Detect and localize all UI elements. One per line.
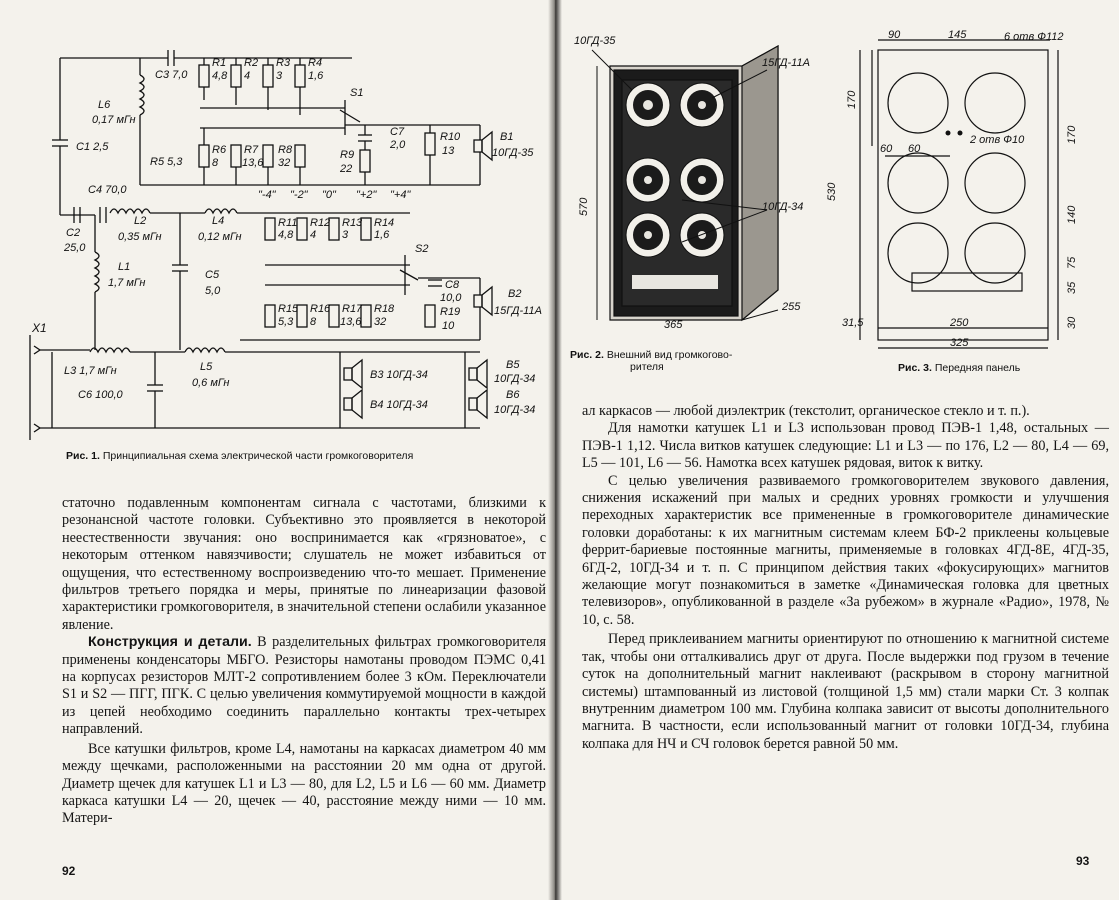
label-l3: L3 1,7 мГн — [64, 365, 117, 377]
label-l4: L4 — [212, 215, 225, 227]
left-paragraph-2 — [62, 634, 546, 738]
right-paragraph-1: ал каркасов — любой диэлектрик (текстолит, органическое стекло и т. п.). — [582, 403, 1030, 419]
label-c4: C4 70,0 — [88, 184, 127, 196]
label-r19-value: 10 — [442, 320, 455, 332]
fig3-dim-right-75: 75 — [1066, 256, 1078, 269]
label-l1-value: 1,7 мГн — [108, 277, 146, 289]
figure-3-caption-text: Передняя панель — [934, 362, 1021, 374]
figure-3-front-panel-drawing — [820, 28, 1119, 358]
figure-3-caption-prefix: Рис. 3. — [898, 362, 932, 374]
fig3-dim-right-170: 170 — [1066, 125, 1078, 144]
label-r4: R4 — [308, 57, 323, 69]
label-b2-value: 15ГД-11А — [494, 305, 542, 317]
label-r9-value: 22 — [340, 163, 353, 175]
label-b3: B3 10ГД-34 — [370, 369, 428, 381]
fig3-dim-right-30: 30 — [1066, 316, 1078, 329]
label-b5: B5 — [506, 359, 520, 371]
label-l6: L6 — [98, 99, 111, 111]
switch-position-plus4: "+4" — [390, 189, 411, 201]
fig3-dim-holes: 6 отв Ф112 — [1004, 31, 1064, 43]
label-r16: R16 — [310, 303, 331, 315]
label-r6: R6 — [212, 144, 227, 156]
label-r18: R18 — [374, 303, 395, 315]
label-c5: C5 — [205, 269, 220, 281]
label-r3-value: 3 — [276, 70, 283, 82]
label-b1-value: 10ГД-35 — [492, 147, 534, 159]
label-r17: R17 — [342, 303, 363, 315]
label-b2: B2 — [508, 288, 522, 300]
label-c8-value: 10,0 — [440, 292, 462, 304]
figure-2-caption — [570, 349, 732, 373]
left-page — [0, 0, 552, 900]
left-paragraph-2-text: В разделительных фильтрах громкоговорителя применены конденсаторы МБГО. Резисторы намотаны проводом ПЭМС 0,41 на корпусах резисторов МЛТ-2 сопротивлением более 3 кОм. Переключатели S1 и S2 — ПГГ, ПГК. С целью увеличения коммутируемой мощности в каждой из цепей необходимо соединить параллельно контакты трех-четырех направлений. — [62, 634, 546, 738]
label-r4-value: 1,6 — [308, 70, 324, 82]
figure-1-caption — [66, 450, 413, 462]
right-paragraph-2: Для намотки катушек L1 и L3 использован провод ПЭВ-1 1,48, остальных — ПЭВ-1 1,12. Числа витков катушек следующие: L1 и L3 — по 176, L2 — 80, L4 — 69, L5 — 101, L6 — 56. Намотка всех катушек рядовая, виток к витку. — [582, 420, 1109, 472]
label-b6: B6 — [506, 389, 520, 401]
label-c8: C8 — [445, 279, 460, 291]
fig3-dim-bottom-315: 31,5 — [842, 317, 864, 329]
label-c2: C2 — [66, 227, 81, 239]
right-page — [562, 0, 1119, 900]
label-r17-value: 13,6 — [340, 316, 362, 328]
label-r9: R9 — [340, 149, 355, 161]
label-r8: R8 — [278, 144, 293, 156]
switch-position-minus2: "-2" — [290, 189, 308, 201]
label-r12: R12 — [310, 217, 331, 229]
right-paragraph-3: С целью увеличения развиваемого громкоговорителем звукового давления, снижения искажений при малых и средних уровнях громкости и улучшения переходных характеристик все примененные в громкоговорителе динамические головки доработаны: к их магнитным системам клеем БФ-2 приклеены кольцевые феррит-бариевые постоянные магниты, применяемые в головках 4ГД-8Е, 4ГД-35, 6ГД-2, 10ГД-34 и т. п. С принципом действия таких «фокусирующих» магнитов желающие могут познакомиться в заметке «Динамическая головка для цветных телевизоров», опубликованной в разделе «За рубежом» в журнале «Радио», 1978, № 10, с. 58. — [582, 472, 1109, 628]
fig3-dim-right-140: 140 — [1066, 205, 1078, 224]
fig2-dim-depth: 255 — [782, 301, 801, 313]
figure-2-speaker-cabinet-drawing — [572, 30, 812, 330]
fig2-label-midrange: 15ГД-11А — [762, 57, 810, 69]
fig3-dim-right-35: 35 — [1066, 281, 1078, 294]
label-s2: S2 — [415, 243, 429, 255]
label-r8-value: 32 — [278, 157, 291, 169]
label-c3: C3 7,0 — [155, 69, 188, 81]
left-paragraph-1: статочно подавленным компонентам сигнала с частотами, близкими к резонансной частоте головки. Субъективно это проявляется в некоторой неестественности звучания: оно воспринимается как «грязноватое», с некоторым оттенком навязчивости; слушатель не может избавиться от ощущения, что естественному воспроизведению что-то мешает. Применение фильтров третьего порядка и меры, принятые по линеаризации фазовой характеристики громкоговорителя, в значительной степени ослабили указанное явление. — [62, 495, 546, 633]
label-b5-value: 10ГД-34 — [494, 373, 536, 385]
label-c6: C6 100,0 — [78, 389, 123, 401]
label-l2: L2 — [134, 215, 147, 227]
label-r10-value: 13 — [442, 145, 455, 157]
label-r13: R13 — [342, 217, 363, 229]
label-b1: B1 — [500, 131, 514, 143]
label-r10: R10 — [440, 131, 461, 143]
switch-position-plus2: "+2" — [356, 189, 377, 201]
label-r15-value: 5,3 — [278, 316, 294, 328]
label-l6-value: 0,17 мГн — [92, 114, 136, 126]
label-l4-value: 0,12 мГн — [198, 231, 242, 243]
label-r16-value: 8 — [310, 316, 317, 328]
fig3-dim-bottom-250: 250 — [950, 317, 969, 329]
page-number-left: 92 — [62, 864, 76, 878]
switch-position-zero: "0" — [322, 189, 336, 201]
fig2-dim-width: 365 — [664, 319, 683, 330]
label-r6-value: 8 — [212, 157, 219, 169]
right-body-text — [582, 403, 1109, 753]
label-l2-value: 0,35 мГн — [118, 231, 162, 243]
fig3-dim-left-170: 170 — [846, 90, 858, 109]
fig3-dim-top-left: 90 — [888, 29, 901, 41]
label-r11: R11 — [278, 217, 298, 229]
label-r1: R1 — [212, 57, 227, 69]
label-l5-value: 0,6 мГн — [192, 377, 230, 389]
label-x1: X1 — [32, 321, 47, 335]
fig2-label-woofer: 10ГД-34 — [762, 201, 804, 213]
label-c7-value: 2,0 — [390, 139, 406, 151]
label-r2-value: 4 — [244, 70, 251, 82]
label-r2: R2 — [244, 57, 259, 69]
label-l1: L1 — [118, 261, 131, 273]
fig3-dim-60a: 60 — [880, 143, 893, 155]
fig3-dim-bottom-325: 325 — [950, 337, 969, 349]
fig3-dim-60b: 60 — [908, 143, 921, 155]
label-r14-value: 1,6 — [374, 229, 390, 241]
label-s1: S1 — [350, 87, 364, 99]
label-r18-value: 32 — [374, 316, 387, 328]
fig2-label-tweeter: 10ГД-35 — [574, 35, 616, 47]
label-l5: L5 — [200, 361, 213, 373]
switch-position-minus4: "-4" — [258, 189, 276, 201]
label-b6-value: 10ГД-34 — [494, 404, 536, 416]
figure-1-circuit-schematic — [0, 0, 552, 445]
left-body-text — [62, 495, 546, 828]
label-r19: R19 — [440, 306, 461, 318]
label-r13-value: 3 — [342, 229, 349, 241]
page-number-right: 93 — [1076, 854, 1090, 868]
fig3-dim-top-mid: 145 — [948, 29, 967, 41]
figure-2-caption-prefix: Рис. 2. — [570, 349, 604, 361]
label-r7: R7 — [244, 144, 259, 156]
right-paragraph-4: Перед приклеиванием магниты ориентируют по отношению к магнитной системе так, чтобы они отталкивались друг от друга. После выдержки под грузом в течение суток на дополнительный магнит наклеивают (раскрывом в сторону магнитной системы) штампованный из листовой (толщиной 1,5 мм) стали марки Ст. 3 колпак внутренним диаметром 100 мм. Глубина колпака зависит от высоты дополнительного магнита. В частности, если использованный магнит от головки 10ГД-34, глубина колпака для НЧ и СЧ головок берется равной 50 мм. — [582, 631, 1109, 752]
figure-2-caption-line-1: Внешний вид громкогово- — [606, 349, 733, 361]
label-r3: R3 — [276, 57, 291, 69]
label-c1: C1 2,5 — [76, 141, 109, 153]
label-c2-value: 25,0 — [64, 242, 86, 254]
fig2-dim-height: 570 — [578, 197, 590, 216]
label-r15: R15 — [278, 303, 299, 315]
section-heading-construction: Конструкция и детали. — [88, 634, 252, 651]
label-r5: R5 5,3 — [150, 156, 183, 168]
book-gutter — [548, 0, 562, 900]
figure-1-caption-prefix: Рис. 1. — [66, 450, 100, 462]
label-b4: B4 10ГД-34 — [370, 399, 428, 411]
label-r7-value: 13,6 — [242, 157, 264, 169]
figure-3-caption — [898, 362, 1020, 374]
label-c5-value: 5,0 — [205, 285, 221, 297]
label-r1-value: 4,8 — [212, 70, 228, 82]
label-r14: R14 — [374, 217, 395, 229]
figure-2-caption-line-2: рителя — [630, 361, 664, 373]
label-r11-value: 4,8 — [278, 229, 294, 241]
label-c7: C7 — [390, 126, 405, 138]
fig3-dim-left-530: 530 — [826, 182, 838, 201]
fig3-dim-small-holes: 2 отв Ф10 — [970, 134, 1025, 146]
left-paragraph-3: Все катушки фильтров, кроме L4, намотаны на каркасах диаметром 40 мм между щечками, расположенными на расстоянии 20 мм одна от другой. Диаметр щечек для катушек L1 и L3 — 80, для L2, L5 и L6 — 60 мм. Диаметр каркаса катушки L4 — 20, щечек — 40, расстояние между ними — 10 мм. Матери- — [62, 740, 546, 827]
label-r12-value: 4 — [310, 229, 317, 241]
figure-1-caption-text: Принципиальная схема электрической части громкоговорителя — [102, 450, 414, 462]
